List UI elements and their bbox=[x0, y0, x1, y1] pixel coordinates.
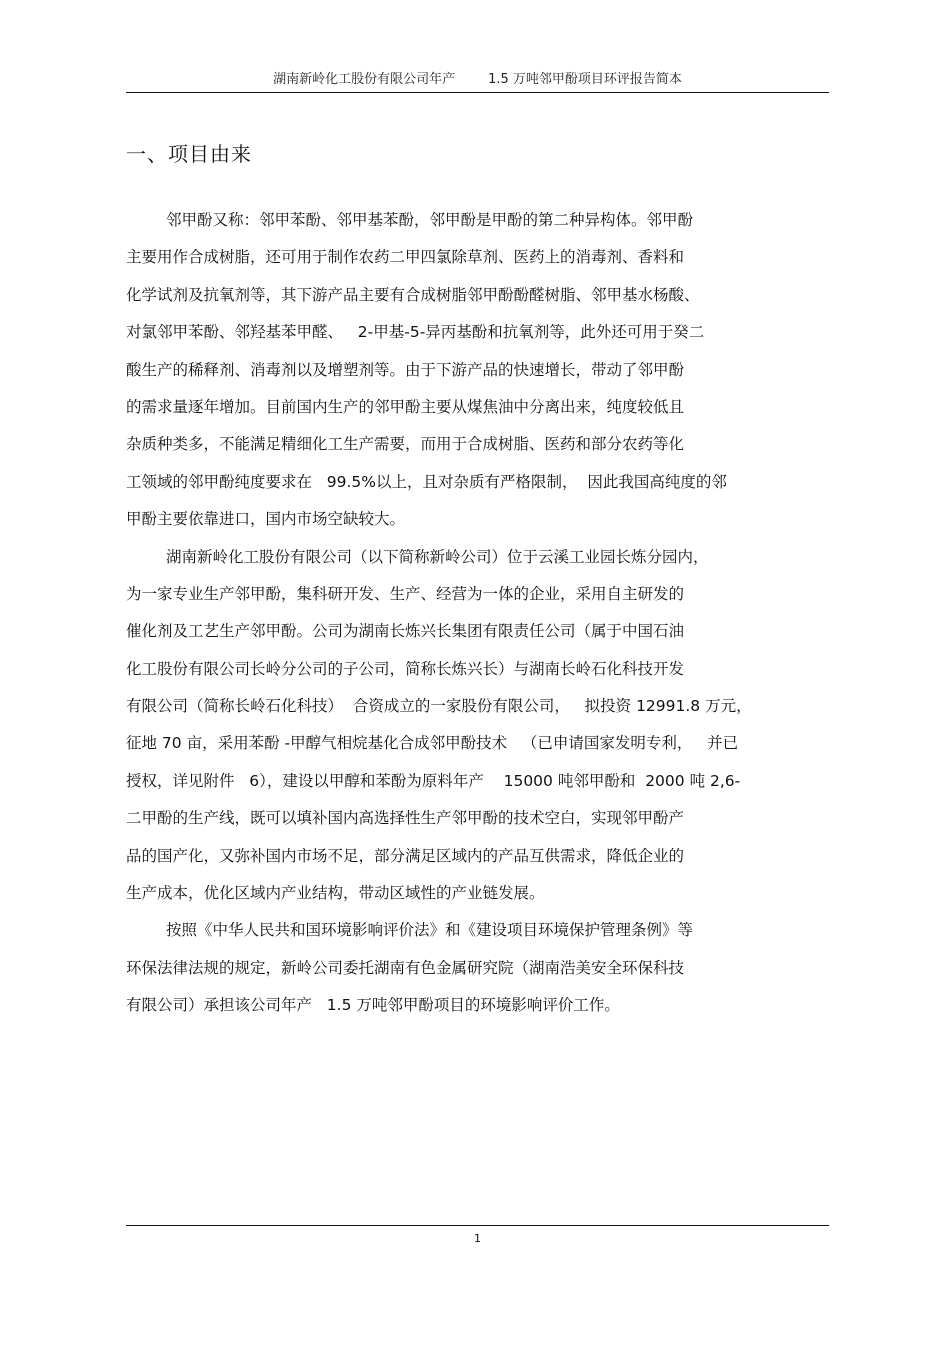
text-line: 主要用作合成树脂，还可用于制作农药二甲四氯除草剂、医药上的消毒剂、香料和 bbox=[126, 248, 685, 267]
text-line: 有限公司（简称长岭石化科技） 合资成立的一家股份有限公司， 拟投资 12991.8 万元， bbox=[126, 697, 752, 716]
body-text bbox=[126, 202, 829, 1025]
text-line: 环保法律法规的规定，新岭公司委托湖南有色金属研究院（湖南浩美安全环保科技 bbox=[126, 958, 685, 977]
text-line: 对氯邻甲苯酚、邻羟基苯甲醛、 2-甲基-5-异丙基酚和抗氧剂等，此外还可用于癸二 bbox=[126, 323, 705, 342]
text-line: 征地 70 亩，采用苯酚 -甲醇气相烷基化合成邻甲酚技术 （已申请国家发明专利， 并已 bbox=[126, 734, 739, 753]
text-line: 有限公司）承担该公司年产 1.5 万吨邻甲酚项目的环境影响评价工作。 bbox=[126, 996, 620, 1015]
text-line: 工领域的邻甲酚纯度要求在 99.5%以上，且对杂质有严格限制， 因此我国高纯度的邻 bbox=[126, 472, 727, 491]
text-line: 二甲酚的生产线，既可以填补国内高选择性生产邻甲酚的技术空白，实现邻甲酚产 bbox=[126, 809, 685, 828]
page-header: 湖南新岭化工股份有限公司年产 1.5 万吨邻甲酚项目环评报告简本 bbox=[273, 72, 682, 87]
text-line: 的需求量逐年增加。目前国内生产的邻甲酚主要从煤焦油中分离出来，纯度较低且 bbox=[126, 397, 685, 416]
text-line: 催化剂及工艺生产邻甲酚。公司为湖南长炼兴长集团有限责任公司（属于中国石油 bbox=[126, 622, 685, 641]
text-line: 品的国产化，又弥补国内市场不足，部分满足区域内的产品互供需求，降低企业的 bbox=[126, 846, 685, 865]
page-number: 1 bbox=[474, 1232, 481, 1245]
text-line: 化工股份有限公司长岭分公司的子公司，简称长炼兴长）与湖南长岭石化科技开发 bbox=[126, 659, 685, 678]
text-line: 授权，详见附件 6），建设以甲醇和苯酚为原料年产 15000 吨邻甲酚和 2000 吨 2,6- bbox=[126, 771, 741, 790]
text-line: 湖南新岭化工股份有限公司（以下简称新岭公司）位于云溪工业园长炼分园内， bbox=[166, 547, 709, 566]
header-rule bbox=[126, 92, 829, 93]
section-title: 一、项目由来 bbox=[126, 142, 252, 166]
text-line: 酸生产的稀释剂、消毒剂以及增塑剂等。由于下游产品的快速增长，带动了邻甲酚 bbox=[126, 360, 685, 379]
text-line: 化学试剂及抗氧剂等，其下游产品主要有合成树脂邻甲酚酚醛树脂、邻甲基水杨酸、 bbox=[126, 285, 700, 304]
text-line: 邻甲酚又称：邻甲苯酚、邻甲基苯酚，邻甲酚是甲酚的第二种异构体。邻甲酚 bbox=[166, 211, 694, 229]
text-line: 生产成本，优化区域内产业结构，带动区域性的产业链发展。 bbox=[126, 884, 545, 903]
text-line: 杂质种类多，不能满足精细化工生产需要，而用于合成树脂、医药和部分农药等化 bbox=[126, 435, 685, 454]
text-line: 甲酚主要依靠进口，国内市场空缺较大。 bbox=[126, 510, 406, 529]
footer-rule bbox=[126, 1225, 829, 1226]
text-line: 为一家专业生产邻甲酚，集科研开发、生产、经营为一体的企业，采用自主研发的 bbox=[126, 584, 685, 603]
text-line: 按照《中华人民共和国环境影响评价法》和《建设项目环境保护管理条例》等 bbox=[166, 921, 694, 940]
